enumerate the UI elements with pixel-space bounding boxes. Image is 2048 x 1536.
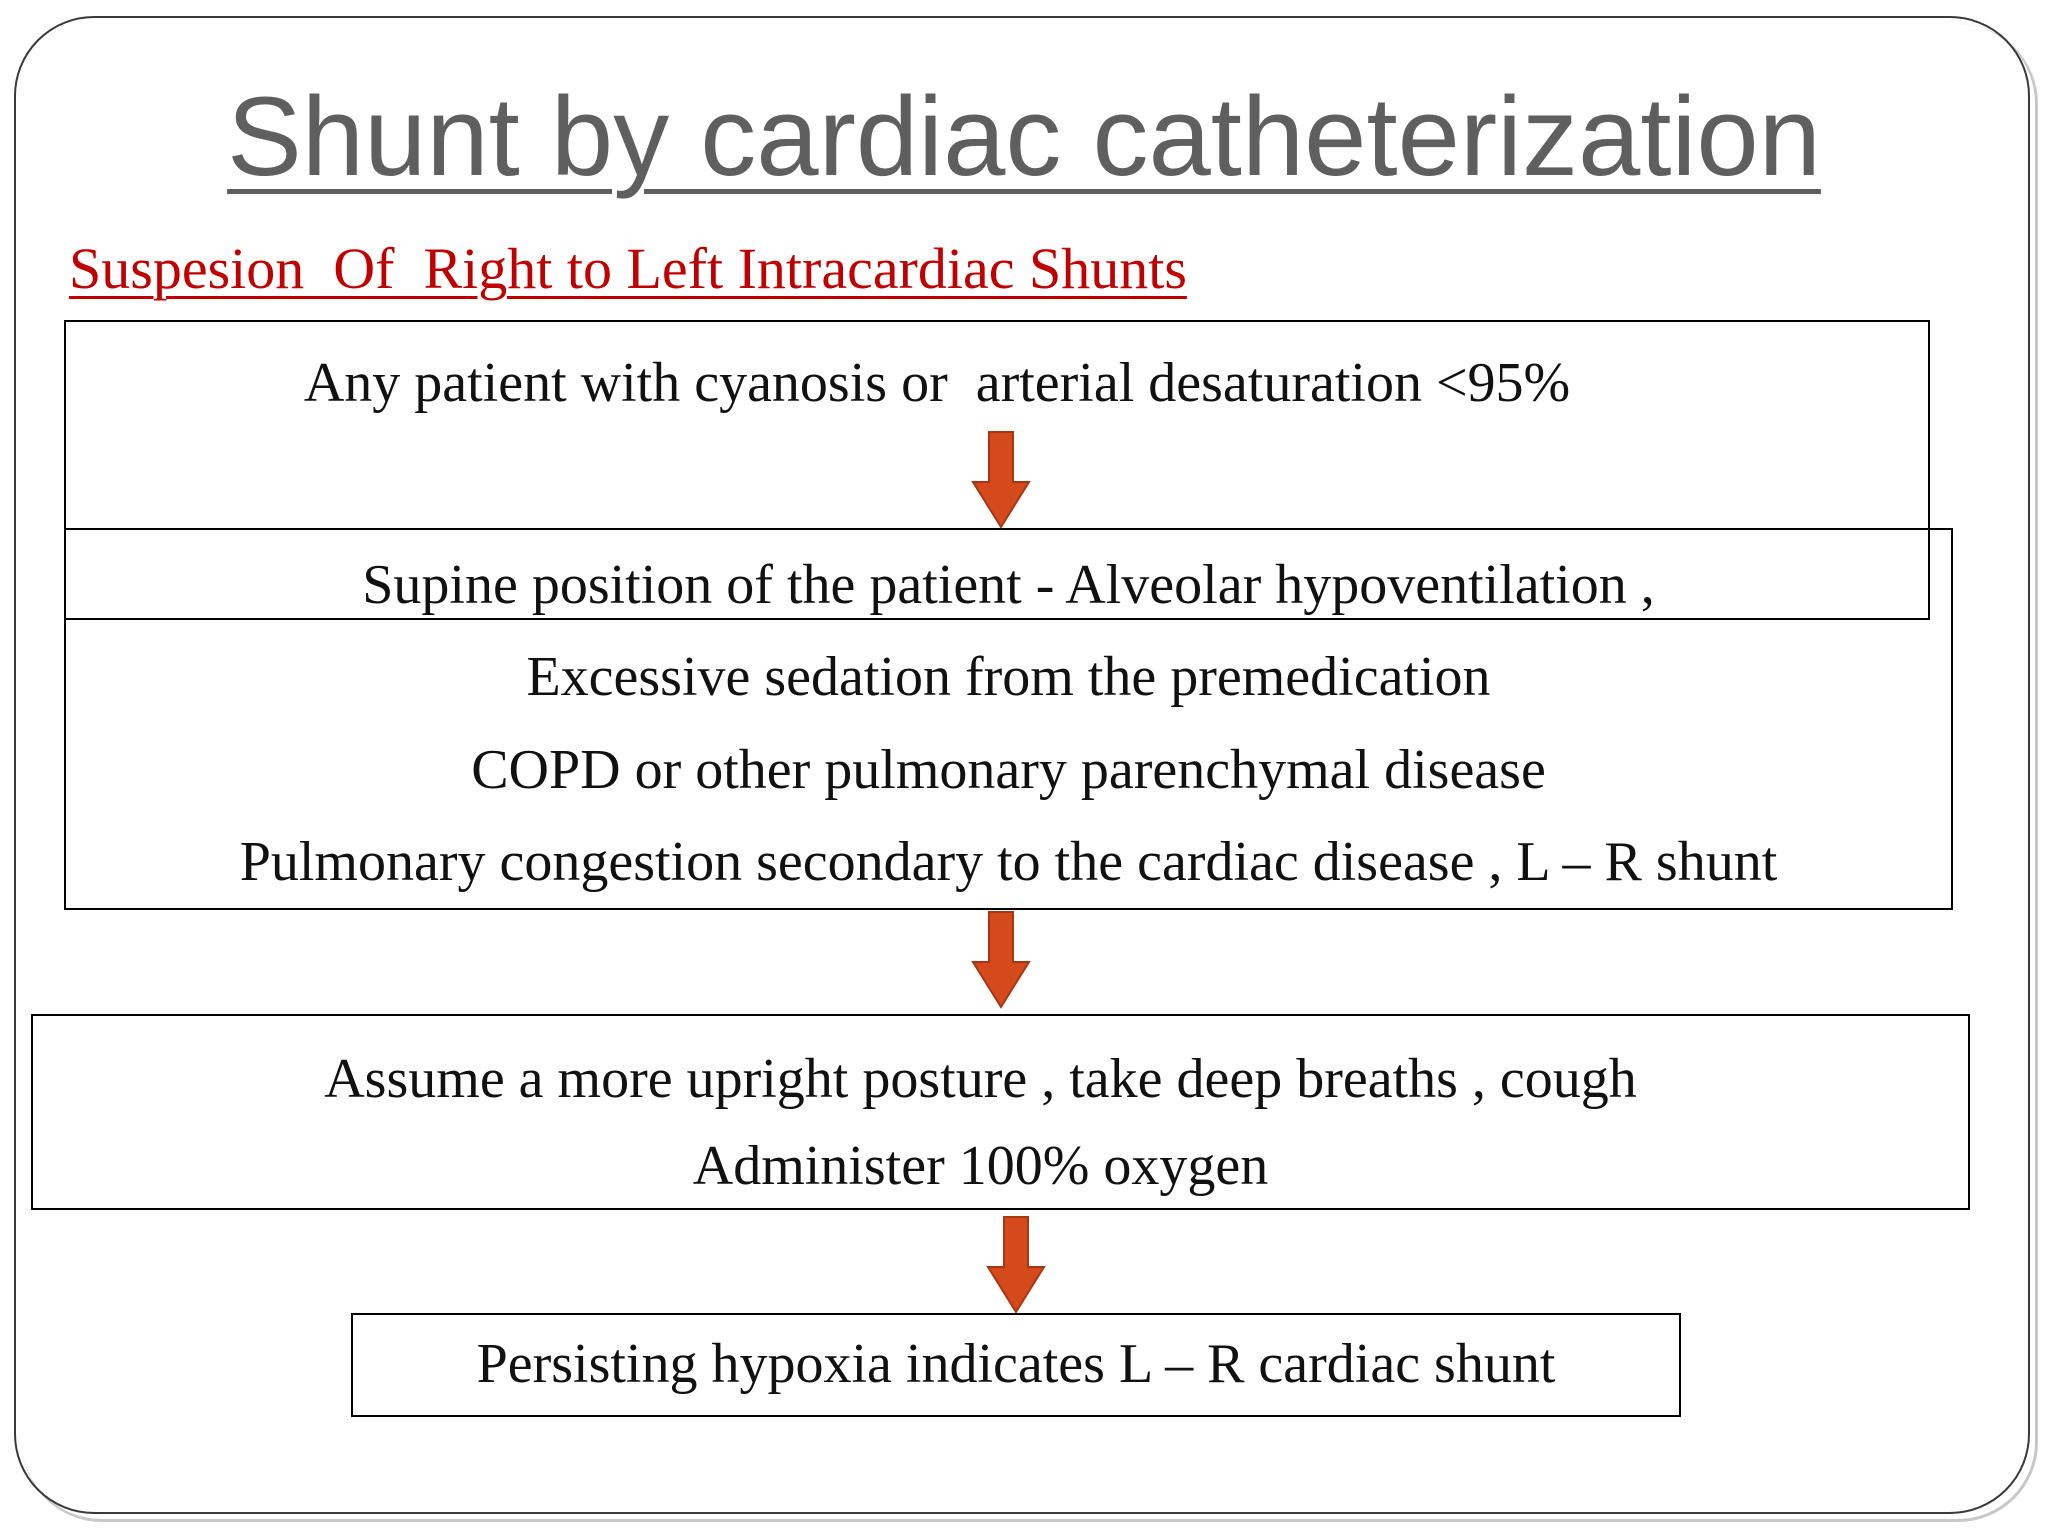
- box-causes-line-2: Excessive sedation from the premedication: [526, 646, 1491, 708]
- down-arrow-1-icon: [970, 430, 1032, 530]
- slide-subtitle: Suspesion Of Right to Left Intracardiac Shunts: [69, 236, 1187, 301]
- slide-title: Shunt by cardiac catheterization: [227, 74, 1821, 199]
- box-causes-line-4: Pulmonary congestion secondary to the cardiac disease , L – R shunt: [239, 831, 1778, 893]
- box-conclusion: [351, 1313, 1681, 1417]
- box-causes: [64, 528, 1953, 910]
- box-cyanosis-line-1: Any patient with cyanosis or arterial desaturation <95%: [303, 352, 1571, 414]
- box-interventions-line-1: Assume a more upright posture , take deep breaths , cough: [324, 1048, 1637, 1110]
- box-causes-line-1: Supine position of the patient - Alveolar hypoventilation ,: [362, 554, 1655, 616]
- down-arrow-2-icon: [970, 910, 1032, 1010]
- box-causes-line-3: COPD or other pulmonary parenchymal disease: [471, 739, 1546, 801]
- box-conclusion-line-1: Persisting hypoxia indicates L – R cardiac shunt: [476, 1333, 1556, 1395]
- box-interventions-line-2: Administer 100% oxygen: [692, 1135, 1269, 1197]
- box-interventions: [31, 1014, 1970, 1210]
- down-arrow-3-icon: [985, 1215, 1047, 1315]
